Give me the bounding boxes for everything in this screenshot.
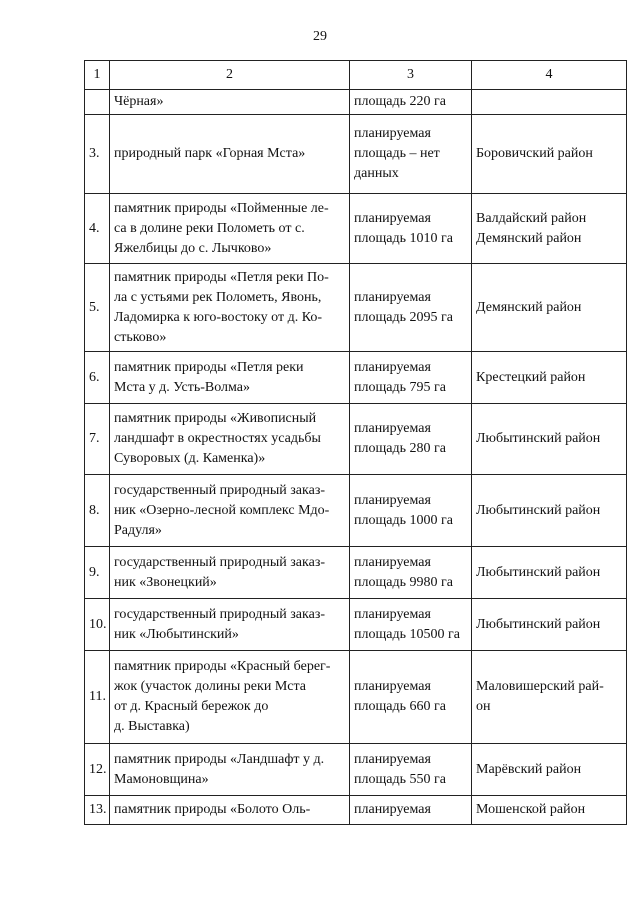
area-name: памятник природы «Болото Оль-: [114, 802, 311, 817]
column-header: 1: [85, 61, 110, 90]
area-size: планируемая площадь 2095 га: [354, 289, 453, 325]
table-row: [85, 651, 627, 744]
size-cell: [350, 475, 472, 547]
table-row: [85, 744, 627, 796]
page-number: 29: [313, 29, 327, 44]
row-number: 8.: [89, 502, 100, 518]
column-header: 3: [350, 61, 472, 90]
size-cell: [350, 796, 472, 825]
area-size: планируемая площадь 280 га: [354, 421, 446, 456]
table-row: [85, 352, 627, 404]
district-cell: [472, 194, 627, 264]
district: Марёвский район: [476, 761, 582, 777]
area-size: площадь 220 га: [354, 94, 446, 109]
area-name: государственный природный заказ- ник «Озерно-лесной комплекс Мдо- Радуля»: [114, 482, 330, 538]
table-row: [85, 404, 627, 475]
district-cell: [472, 90, 627, 115]
table-row: [85, 194, 627, 264]
row-number: 10.: [89, 616, 107, 632]
row-number: 12.: [89, 761, 107, 777]
name-cell: [110, 404, 350, 475]
column-header: 4: [472, 61, 627, 90]
name-cell: [110, 352, 350, 404]
area-name: государственный природный заказ- ник «Звонецкий»: [114, 554, 326, 590]
table-row: [85, 796, 627, 825]
row-number-cell: [85, 115, 110, 194]
row-number-cell: [85, 404, 110, 475]
row-number-cell: [85, 475, 110, 547]
name-cell: [110, 744, 350, 796]
district: Боровичский район: [476, 146, 593, 161]
area-name: природный парк «Горная Мста»: [114, 146, 306, 161]
district: Любытинский район: [476, 564, 601, 580]
area-size: планируемая площадь 1010 га: [354, 210, 453, 246]
protected-areas-table: [84, 60, 627, 825]
district-cell: [472, 744, 627, 796]
name-cell: [110, 796, 350, 825]
district-cell: [472, 599, 627, 651]
name-cell: [110, 115, 350, 194]
size-cell: [350, 599, 472, 651]
district-cell: [472, 651, 627, 744]
size-cell: [350, 90, 472, 115]
row-number-cell: [85, 264, 110, 352]
area-name: памятник природы «Петля реки Мста у д. Усть-Волма»: [114, 359, 304, 395]
size-cell: [350, 352, 472, 404]
area-size: планируемая площадь 1000 га: [354, 492, 453, 528]
size-cell: [350, 264, 472, 352]
name-cell: [110, 194, 350, 264]
name-cell: [110, 651, 350, 744]
area-name: Чёрная»: [114, 94, 164, 109]
area-name: памятник природы «Ландшафт у д. Мамоновщина»: [114, 751, 325, 787]
area-name: государственный природный заказ- ник «Любытинский»: [114, 606, 326, 642]
area-size: планируемая: [354, 802, 431, 817]
size-cell: [350, 651, 472, 744]
district-cell: [472, 352, 627, 404]
row-number: 11.: [89, 689, 106, 704]
row-number-cell: [85, 194, 110, 264]
area-name: памятник природы «Красный берег- жок (участок долины реки Мста от д. Красный бережок до д. Выставка): [114, 659, 331, 734]
table-row: [85, 599, 627, 651]
row-number-cell: [85, 796, 110, 825]
district: Демянский район: [476, 299, 582, 315]
row-number: 9.: [89, 564, 100, 580]
area-size: планируемая площадь 795 га: [354, 359, 446, 395]
district: Мошенской район: [476, 802, 586, 817]
table-row: [85, 475, 627, 547]
table-row: [85, 90, 627, 115]
size-cell: [350, 744, 472, 796]
row-number: 7.: [89, 431, 100, 446]
table-row: [85, 264, 627, 352]
row-number-cell: [85, 744, 110, 796]
area-size: планируемая площадь – нет данных: [354, 126, 440, 181]
district: Маловишерский рай- он: [476, 679, 604, 714]
district-cell: [472, 547, 627, 599]
size-cell: [350, 404, 472, 475]
table-header-row: [85, 61, 627, 90]
column-header: 2: [110, 61, 350, 90]
area-size: планируемая площадь 550 га: [354, 751, 446, 787]
row-number: 3.: [89, 146, 100, 161]
area-name: памятник природы «Петля реки По- ла с устьями рек Полометь, Явонь, Ладомирка к юго-востоку от д. Ко- стьково»: [114, 269, 329, 345]
district: Крестецкий район: [476, 369, 586, 385]
table-row: [85, 115, 627, 194]
size-cell: [350, 115, 472, 194]
district: Валдайский район Демянский район: [476, 210, 587, 246]
row-number-cell: [85, 352, 110, 404]
table-row: [85, 547, 627, 599]
row-number: 4.: [89, 220, 100, 236]
district-cell: [472, 796, 627, 825]
row-number-cell: [85, 90, 110, 115]
district: Любытинский район: [476, 431, 601, 446]
size-cell: [350, 194, 472, 264]
name-cell: [110, 90, 350, 115]
area-name: памятник природы «Пойменные ле- са в долине реки Полометь от с. Яжелбицы до с. Лычково»: [114, 200, 329, 256]
row-number: 5.: [89, 299, 100, 315]
name-cell: [110, 475, 350, 547]
row-number: 13.: [89, 802, 107, 817]
district-cell: [472, 475, 627, 547]
name-cell: [110, 547, 350, 599]
district: Любытинский район: [476, 616, 601, 632]
row-number: 6.: [89, 369, 100, 385]
name-cell: [110, 599, 350, 651]
size-cell: [350, 547, 472, 599]
name-cell: [110, 264, 350, 352]
area-name: памятник природы «Живописный ландшафт в окрестностях усадьбы Суворовых (д. Каменка)»: [114, 411, 321, 466]
area-size: планируемая площадь 10500 га: [354, 606, 460, 642]
district-cell: [472, 264, 627, 352]
row-number-cell: [85, 599, 110, 651]
area-size: планируемая площадь 9980 га: [354, 554, 453, 590]
row-number-cell: [85, 547, 110, 599]
district: Любытинский район: [476, 502, 601, 518]
area-size: планируемая площадь 660 га: [354, 679, 446, 714]
row-number-cell: [85, 651, 110, 744]
district-cell: [472, 115, 627, 194]
district-cell: [472, 404, 627, 475]
